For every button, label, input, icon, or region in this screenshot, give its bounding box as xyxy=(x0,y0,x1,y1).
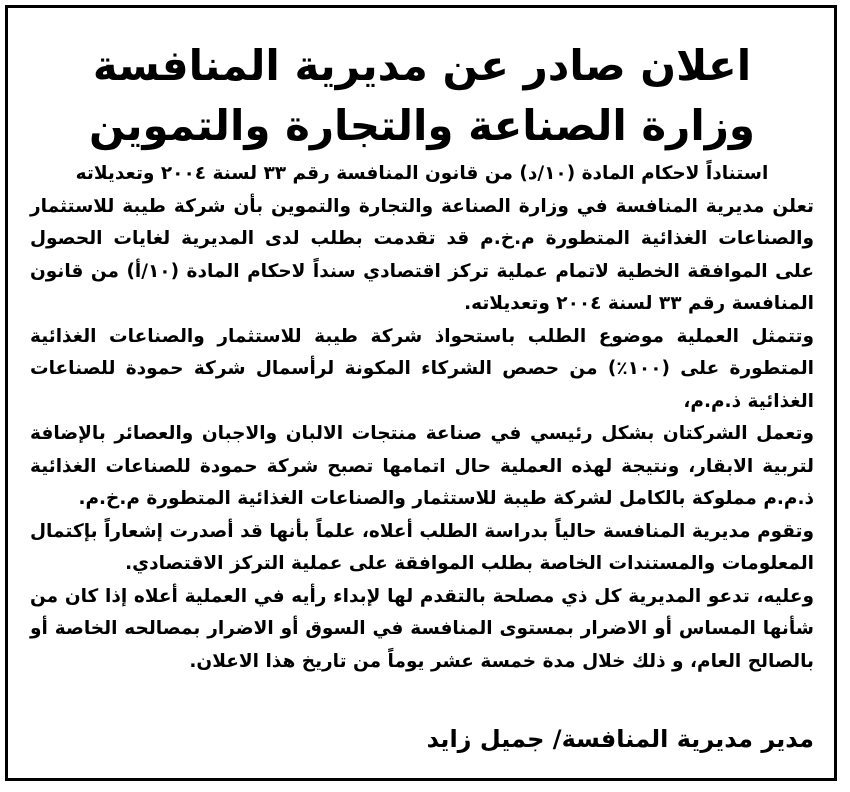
signature: مدير مديرية المنافسة/ جميل زايد xyxy=(426,725,814,753)
public-invitation-paragraph: وعليه، تدعو المديرية كل ذي مصلحة بالتقدم لها لإبداء رأيه في العملية أعلاه إذا كان من شأنها المساس أو الاضرار بمستوى المنافسة في السوق أو الاضرار بمصالحه الخاصة أو بالصالح العام، و ذلك خلال مدة خمسة عشر يوماً من تاريخ هذا الاعلان. xyxy=(30,585,814,672)
transaction-paragraph: وتتمثل العملية موضوع الطلب باستحواذ شركة طيبة للاستثمار والصناعات الغذائية المتطورة على (١٠٠٪) من حصص الشركاء المكونة لرأسمال شركة حمودة للصناعات الغذائية ذ.م.م، xyxy=(30,325,814,412)
notice-body xyxy=(30,158,814,678)
announcement-paragraph: تعلن مديرية المنافسة في وزارة الصناعة والتجارة والتموين بأن شركة طيبة للاستثمار والصناعات الغذائية المتطورة م.خ.م قد تقدمت بطلب لدى المديرية لغايات الحصول على الموافقة الخطية لاتمام عملية تركز اقتصادي سنداً لاحكام المادة (١٠/أ) من قانون المنافسة رقم ٣٣ لسنة ٢٠٠٤ وتعديلاته. xyxy=(30,195,814,314)
notice-title-line2: وزارة الصناعة والتجارة والتموين xyxy=(88,101,756,150)
business-activity-paragraph: وتعمل الشركتان بشكل رئيسي في صناعة منتجات الالبان والاجبان والعصائر بالإضافة لتربية الابقار، ونتيجة لهذه العملية حال اتمامها تصبح شركة حمودة للصناعات الغذائية ذ.م.م مملوكة بالكامل لشركة طيبة للاستثمار والصناعات الغذائية المتطورة م.خ.م. xyxy=(30,423,814,509)
legal-basis-paragraph: استناداً لاحكام المادة (١٠/د) من قانون المنافسة رقم ٣٣ لسنة ٢٠٠٤ وتعديلاته xyxy=(75,163,769,184)
notice-frame xyxy=(5,5,837,781)
notice-title-line1: اعلان صادر عن مديرية المنافسة xyxy=(92,41,752,90)
notice-content xyxy=(30,38,814,768)
review-status-paragraph: وتقوم مديرية المنافسة حالياً بدراسة الطلب أعلاه، علماً بأنها قد أصدرت إشعاراً بإكتمال المعلومات والمستندات الخاصة بطلب الموافقة على عملية التركز الاقتصادي. xyxy=(30,520,814,574)
